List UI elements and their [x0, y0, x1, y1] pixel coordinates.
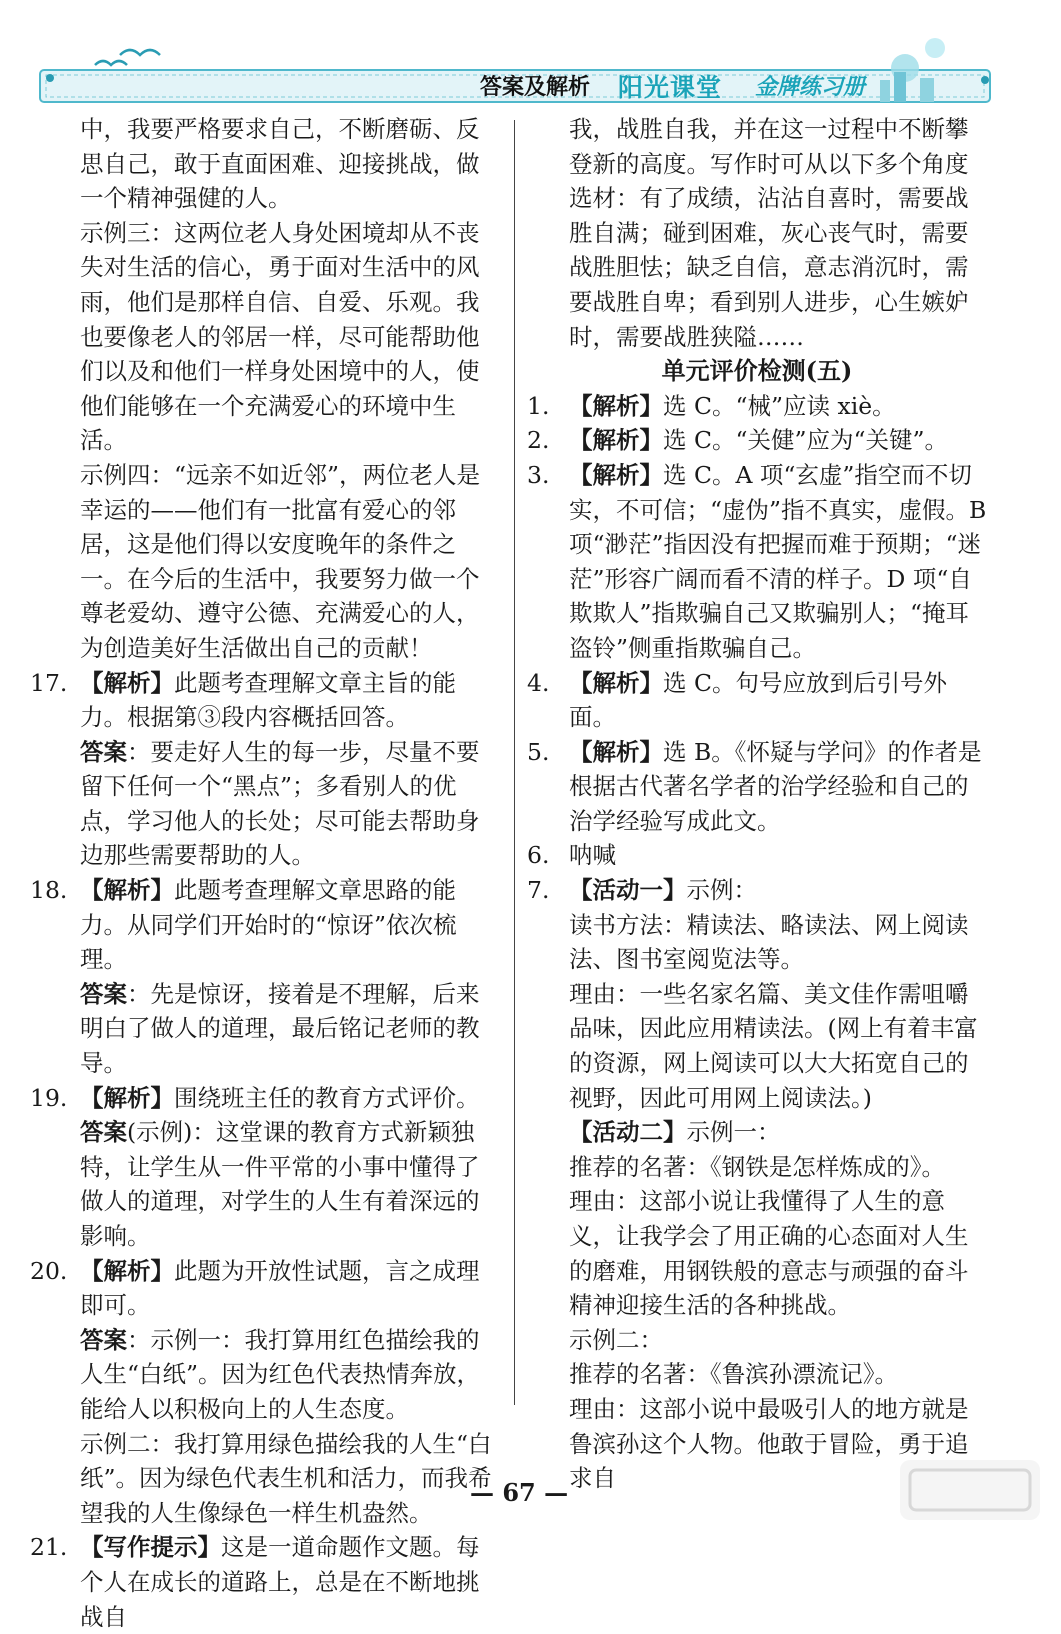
question-item: 3. 【解析】选 C。A 项“玄虚”指空而不切实，不可信；“虚伪”指不真实，虚假。B 项“渺茫”指因没有把握而难于预期；“迷茫”形容广阔而看不清的样子。D 项“自欺欺人”指欺骗自己又欺骗别人；“掩耳盗铃”侧重指欺骗自己。: [527, 460, 987, 662]
question-item: 1. 【解析】选 C。“械”应读 xiè。: [527, 391, 896, 420]
watermark-logo: [890, 1450, 1050, 1530]
list-item: 示例四：“远亲不如近邻”，两位老人是幸运的——他们有一批富有爱心的邻居，这是他们得以安度晚年的条件之一。在今后的生活中，我要努力做一个尊老爱幼、遵守公德、充满爱心的人，为创造美好生活做出自己的贡献！: [80, 460, 481, 662]
bubble-icon: [925, 38, 945, 58]
list-item: 中，我要严格要求自己，不断磨砺、反思自己，敢于直面困难、迎接挑战，做一个精神强健的人。: [80, 115, 480, 213]
question-item: 7. 【活动一】示例：: [527, 876, 757, 905]
question-item: 21. 【写作提示】这是一道命题作文题。每个人在成长的道路上，总是在不断地挑战自: [30, 1533, 480, 1631]
dot-icon: [981, 76, 989, 84]
section-heading: 单元评价检测(五): [661, 356, 853, 386]
question-item: 19. 【解析】围绕班主任的教育方式评价。: [30, 1083, 480, 1112]
building-icon: [920, 78, 934, 102]
question-item: 2. 【解析】选 C。“关健”应为“关键”。: [527, 426, 949, 455]
question-item: 17. 【解析】此题考查理解文章主旨的能力。根据第③段内容概括回答。: [30, 668, 456, 732]
list-item: 理由：这部小说让我懂得了人生的意义，让我学会了用正确的心态面对人生的磨难，用钢铁般的意志与顽强的奋斗精神迎接生活的各种挑战。: [569, 1187, 969, 1320]
question-item: 20. 【解析】此题为开放性试题，言之成理即可。: [30, 1256, 480, 1320]
list-item: 我，战胜自我，并在这一过程中不断攀登新的高度。写作时可从以下多个角度选材：有了成绩，沾沾自喜时，需要战胜自满；碰到困难，灰心丧气时，需要战胜胆怯；缺乏自信，意志消沉时，需要战胜自卑；看到别人进步，心生嫉妒时，需要战胜狭隘……: [569, 115, 969, 351]
page-header: [0, 0, 1061, 110]
section-label: 答案及解析: [480, 75, 591, 100]
list-item: 推荐的名著：《钢铁是怎样炼成的》。: [569, 1152, 945, 1181]
right-column: [527, 112, 987, 1496]
answer-item: 答案：要走好人生的每一步，尽量不要留下任何一个“黑点”；多看别人的优点，学习他人的长处；尽可能去帮助身边那些需要帮助的人。: [80, 737, 480, 870]
dot-icon: [46, 74, 54, 82]
list-item: 推荐的名著：《鲁滨孙漂流记》。: [569, 1360, 898, 1389]
answer-item: 答案：示例一：我打算用红色描绘我的人生“白纸”。因为红色代表热情奔放，能给人以积极向上的人生态度。: [80, 1325, 481, 1423]
building-icon: [880, 80, 890, 102]
list-item: 示例二：我打算用绿色描绘我的人生“白纸”。因为绿色代表生机和活力，而我希望我的人生像绿色一样生机盎然。: [80, 1429, 492, 1527]
column-divider: [514, 120, 515, 1405]
building-icon: [894, 72, 906, 102]
answer-item: 答案(示例)：这堂课的教育方式新颖独特，让学生从一件平常的小事中懂得了做人的道理，对学生的人生有着深远的影响。: [80, 1118, 480, 1250]
list-item: 读书方法：精读法、略读法、网上阅读法、图书室阅览法等。: [569, 910, 969, 974]
page-number: — 67 —: [470, 1478, 569, 1507]
left-column: [30, 112, 502, 1634]
list-item: 示例二：: [569, 1325, 663, 1354]
answer-item: 答案：先是惊讶，接着是不理解，后来明白了做人的道理，最后铭记老师的教导。: [80, 979, 480, 1078]
question-item: 18. 【解析】此题考查理解文章思路的能力。从同学们开始时的“惊讶”依次梳理。: [30, 876, 457, 974]
question-item: 6. 呐喊: [527, 841, 616, 870]
list-item: 【活动二】示例一：: [569, 1118, 781, 1147]
bird-icon: [120, 50, 160, 55]
list-item: 理由：这部小说中最吸引人的地方就是鲁滨孙这个人物。他敢于冒险，勇于追求自: [569, 1394, 969, 1493]
question-item: 5. 【解析】选 B。《怀疑与学问》的作者是根据古代著名学者的治学经验和自己的治学经验写成此文。: [527, 737, 982, 835]
question-item: 4. 【解析】选 C。句号应放到后引号外面。: [527, 668, 947, 732]
book-title: 金牌练习册: [755, 74, 866, 100]
list-item: 示例三：这两位老人身处困境却从不丧失对生活的信心，勇于面对生活中的风雨，他们是那样自信、自爱、乐观。我也要像老人的邻居一样，尽可能帮助他们以及和他们一样身处困境中的人，使他们能够在一个充满爱心的环境中生活。: [80, 218, 480, 455]
bird-icon: [95, 61, 127, 65]
brand-title: 阳光课堂: [618, 73, 723, 102]
list-item: 理由：一些名家名篇、美文佳作需咀嚼品味，因此应用精读法。(网上有着丰富的资源，网上阅读可以大大拓宽自己的视野，因此可用网上阅读法。): [569, 979, 978, 1112]
